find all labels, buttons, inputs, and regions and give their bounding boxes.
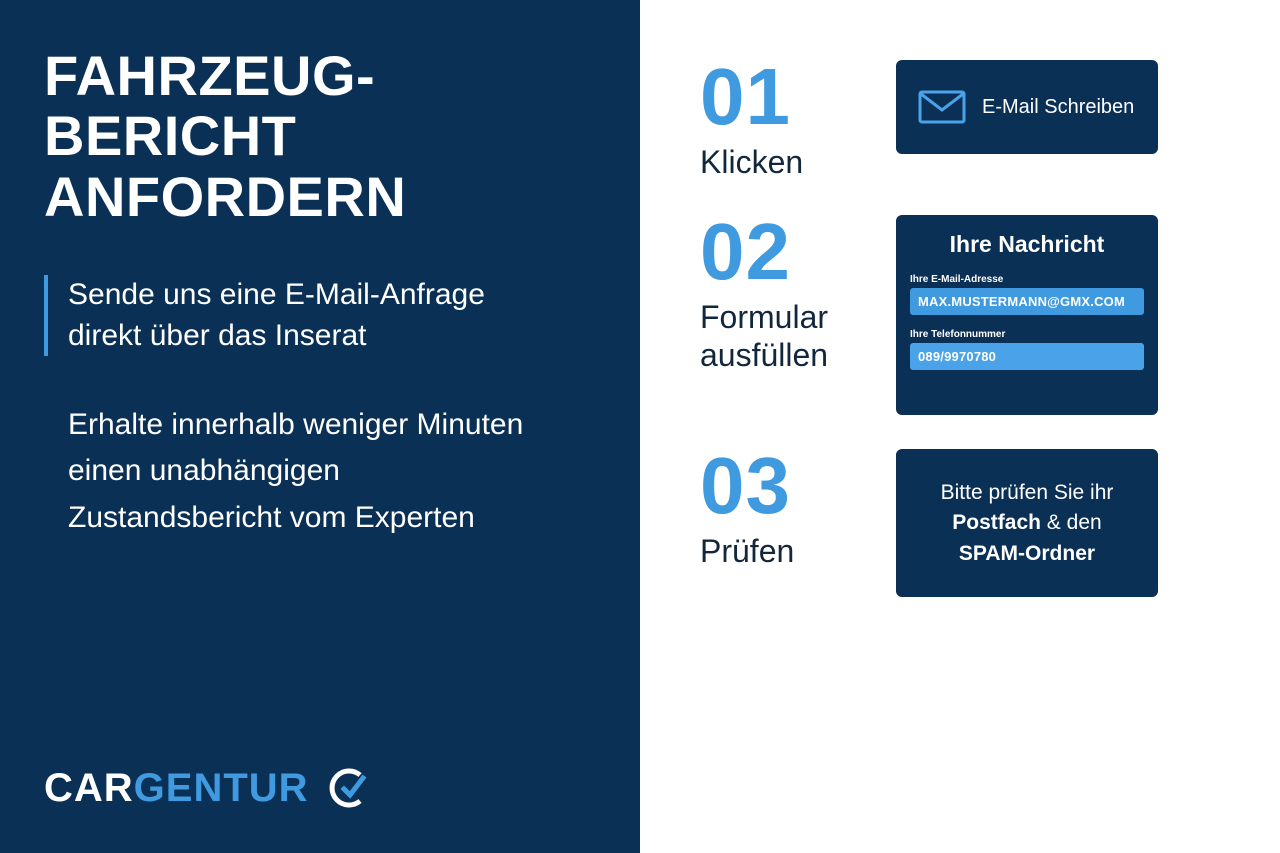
notice-postfach: Postfach xyxy=(952,511,1041,535)
step-03-visual xyxy=(896,449,1228,597)
step-01-label xyxy=(700,144,896,182)
step-02-label xyxy=(700,299,896,375)
body-line-3: Zustandsbericht vom Experten xyxy=(68,500,475,534)
step-01-label-line-1: Klicken xyxy=(700,143,804,180)
step-03 xyxy=(700,441,1228,597)
subtitle-block xyxy=(44,275,596,355)
body-text xyxy=(68,402,596,542)
step-01-visual xyxy=(896,60,1228,154)
step-01-text xyxy=(700,52,896,181)
c-check-icon xyxy=(325,765,371,811)
body-block xyxy=(44,402,596,542)
step-02-text xyxy=(700,207,896,374)
step-03-number: 03 xyxy=(700,441,791,531)
step-01-number: 01 xyxy=(700,52,791,141)
contact-form-card xyxy=(896,215,1158,415)
subtitle-text xyxy=(68,275,485,355)
step-03-label xyxy=(700,533,896,571)
step-02-number: 02 xyxy=(700,207,791,297)
email-field-label: Ihre E-Mail-Adresse xyxy=(910,274,1004,286)
logo-text-gentur: GENTUR xyxy=(133,765,309,810)
mailbox-notice-text xyxy=(941,478,1114,569)
step-03-label-line-1: Prüfen xyxy=(700,532,795,569)
phone-field[interactable]: 089/9970780 xyxy=(910,343,1144,370)
email-write-label: E-Mail Schreiben xyxy=(982,95,1135,118)
step-01 xyxy=(700,52,1228,181)
notice-spam: SPAM-Ordner xyxy=(958,541,1096,565)
notice-line-2-rest: & den xyxy=(1040,511,1102,535)
subtitle-line-2: direkt über das Inserat xyxy=(68,318,367,352)
headline-line-2: BERICHT xyxy=(44,104,297,168)
brand-logo xyxy=(44,765,371,811)
step-02-label-line-1: Formular xyxy=(700,298,829,335)
step-02-visual xyxy=(896,215,1228,415)
body-line-2: einen unabhängigen xyxy=(68,454,340,488)
email-field[interactable]: MAX.MUSTERMANN@GMX.COM xyxy=(910,288,1144,315)
step-03-text xyxy=(700,441,896,570)
body-line-1: Erhalte innerhalb weniger Minuten xyxy=(68,407,524,441)
phone-field-label: Ihre Telefonnummer xyxy=(910,329,1006,341)
accent-bar xyxy=(44,275,48,355)
envelope-icon xyxy=(918,90,966,124)
right-panel xyxy=(640,0,1280,853)
logo-text xyxy=(44,766,309,811)
headline-line-3: ANFORDERN xyxy=(44,164,407,228)
logo-text-car: CAR xyxy=(44,765,134,810)
mailbox-notice-card xyxy=(896,449,1158,597)
notice-line-3 xyxy=(941,539,1114,569)
step-02-label-line-2: ausfüllen xyxy=(700,336,829,373)
step-02 xyxy=(700,207,1228,415)
notice-line-1: Bitte prüfen Sie ihr xyxy=(940,480,1114,504)
form-title: Ihre Nachricht xyxy=(949,231,1105,258)
notice-line-2 xyxy=(941,508,1114,538)
subtitle-line-1: Sende uns eine E-Mail-Anfrage xyxy=(68,278,485,312)
email-write-button[interactable] xyxy=(896,60,1158,154)
headline-line-1: FAHRZEUG- xyxy=(44,44,376,107)
page-title xyxy=(44,46,596,227)
